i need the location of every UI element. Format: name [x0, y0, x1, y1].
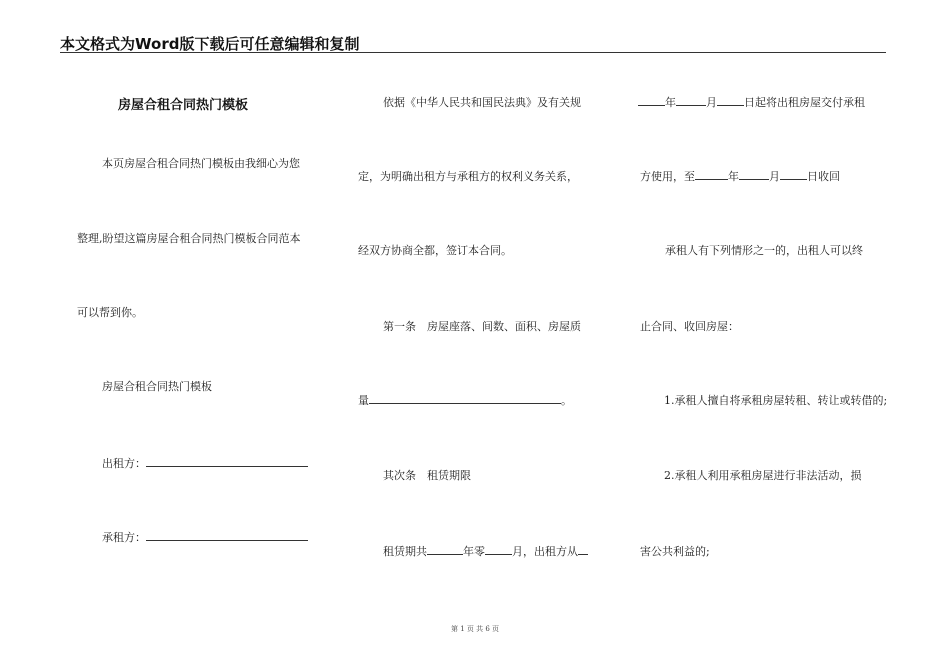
- quality-label: 量: [358, 394, 369, 407]
- page-number: 第 1 页 共 6 页: [450, 625, 500, 633]
- start-month-label: 月: [706, 96, 717, 109]
- basis-line-1: 依据《中华人民共和国民法典》及有关规: [383, 96, 581, 109]
- start-date-blank: [578, 544, 588, 555]
- end-year-blank: [695, 169, 728, 180]
- start-year-blank: [638, 95, 665, 106]
- lessee-label: 承租方：: [102, 531, 146, 544]
- section-subtitle: 房屋合租合同热门模板: [102, 380, 212, 393]
- lessor-blank: [146, 456, 308, 467]
- intro-line-3: 可以帮到你。: [77, 306, 143, 319]
- term-years-blank: [427, 544, 463, 555]
- document-title: 房屋合租合同热门模板: [118, 98, 249, 113]
- intro-line-1: 本页房屋合租合同热门模板由我细心为您: [102, 157, 300, 170]
- end-day-label: 日收回: [807, 170, 840, 183]
- handover-line-2: [640, 168, 840, 184]
- lessor-label: 出租方：: [102, 457, 146, 470]
- start-month-blank: [676, 95, 706, 106]
- document-banner: 本文格式为Word版下载后可任意编辑和复制: [60, 35, 360, 53]
- end-month-blank: [739, 169, 769, 180]
- end-month-label: 月: [769, 170, 780, 183]
- start-day-text: 日起将出租房屋交付承租: [744, 96, 865, 109]
- quality-blank: [369, 393, 561, 404]
- termination-line-2: 止合同、收回房屋：: [640, 320, 739, 333]
- intro-line-2: 整理,盼望这篇房屋合租合同热门模板合同范本: [77, 232, 301, 245]
- clause-2: 2.承租人利用承租房屋进行非法活动，损: [664, 469, 862, 482]
- lessor-field: [102, 455, 308, 471]
- clause-2-continued: 害公共利益的;: [640, 545, 710, 558]
- end-label: 方使用，至: [640, 170, 695, 183]
- term-months-blank: [485, 544, 512, 555]
- article-1-quality: [358, 392, 572, 408]
- header-rule: [60, 52, 886, 53]
- clause-1: 1.承租人擅自将承租房屋转租、转让或转借的;: [664, 394, 888, 407]
- termination-line-1: 承租人有下列情形之一的，出租人可以终: [665, 244, 863, 257]
- article-2-heading: 其次条 租赁期限: [383, 469, 471, 482]
- handover-line-1: [638, 94, 865, 110]
- end-year-label: 年: [728, 170, 739, 183]
- lease-term-line: [383, 543, 588, 559]
- basis-line-3: 经双方协商全都，签订本合同。: [358, 244, 512, 257]
- term-start-label: 月，出租方从: [512, 545, 578, 558]
- lessee-field: [102, 529, 308, 545]
- term-label: 租赁期共: [383, 545, 427, 558]
- start-year-label: 年: [665, 96, 676, 109]
- basis-line-2: 定，为明确出租方与承租方的权利义务关系，: [358, 170, 578, 183]
- quality-end: 。: [561, 394, 572, 407]
- article-1-heading: 第一条 房屋座落、间数、面积、房屋质: [383, 320, 581, 333]
- start-day-blank: [717, 95, 744, 106]
- end-day-blank: [780, 169, 807, 180]
- term-years-label: 年零: [463, 545, 485, 558]
- lessee-blank: [146, 530, 308, 541]
